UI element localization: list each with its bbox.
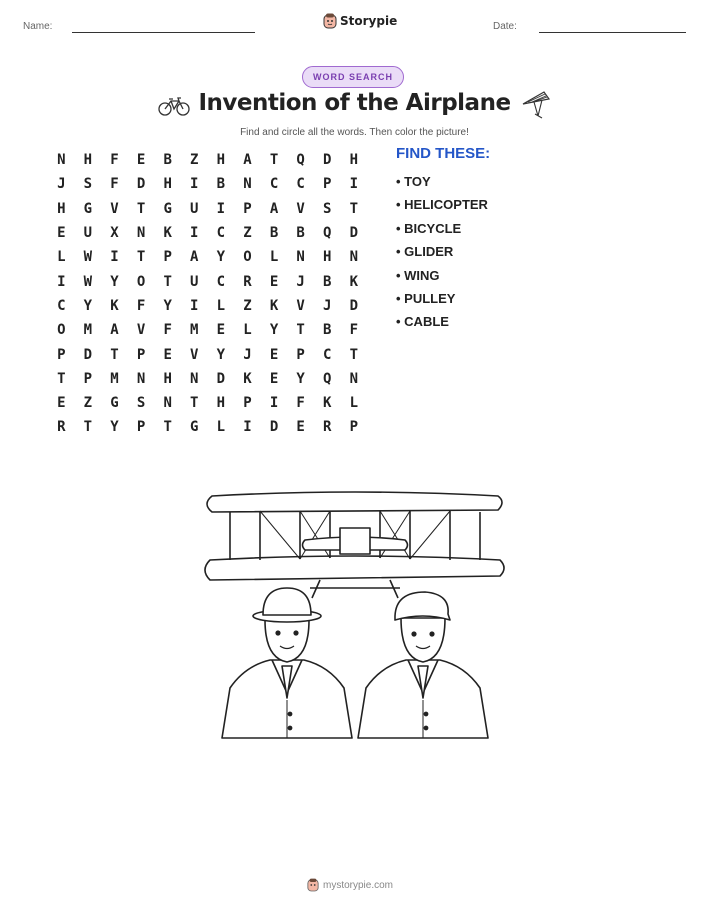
word-item: • CABLE xyxy=(396,314,449,330)
grid-letter[interactable]: T xyxy=(163,273,172,290)
grid-letter[interactable]: F xyxy=(110,176,119,193)
grid-letter[interactable]: E xyxy=(269,346,279,363)
grid-letter[interactable]: N xyxy=(349,370,359,387)
grid-letter[interactable]: O xyxy=(243,249,252,266)
grid-letter[interactable]: W xyxy=(83,249,93,266)
grid-letter[interactable]: Z xyxy=(243,225,252,242)
grid-letter[interactable]: C xyxy=(269,176,279,193)
grid-letter[interactable]: P xyxy=(136,419,146,436)
storypie-logo-icon xyxy=(323,13,337,29)
grid-letter[interactable]: P xyxy=(136,346,146,363)
grid-letter[interactable]: L xyxy=(216,297,226,314)
grid-row xyxy=(48,342,367,366)
footer xyxy=(307,878,393,892)
letter-grid xyxy=(48,148,367,440)
grid-letter[interactable]: O xyxy=(136,273,146,290)
grid-letter[interactable]: T xyxy=(163,419,172,436)
grid-letter[interactable]: Y xyxy=(163,297,172,314)
grid-row xyxy=(48,245,367,269)
grid-letter[interactable]: T xyxy=(349,346,359,363)
grid-letter[interactable]: P xyxy=(83,370,93,387)
grid-letter[interactable]: I xyxy=(216,200,226,217)
grid-row xyxy=(48,269,367,293)
grid-letter[interactable]: H xyxy=(216,395,226,412)
word-search-badge: WORD SEARCH xyxy=(302,66,404,88)
grid-letter[interactable]: G xyxy=(190,419,199,436)
name-field[interactable] xyxy=(72,32,255,33)
brand xyxy=(323,13,397,29)
grid-letter[interactable]: T xyxy=(269,152,279,169)
grid-letter[interactable]: E xyxy=(216,322,226,339)
grid-letter[interactable]: Z xyxy=(190,152,199,169)
grid-letter[interactable]: F xyxy=(296,395,305,412)
word-item: • BICYCLE xyxy=(396,220,462,236)
grid-letter[interactable]: Y xyxy=(83,297,93,314)
grid-letter[interactable]: T xyxy=(296,322,305,339)
grid-letter[interactable]: K xyxy=(269,297,279,314)
grid-letter[interactable]: Z xyxy=(243,297,252,314)
grid-letter[interactable]: A xyxy=(190,249,199,266)
grid-letter[interactable]: P xyxy=(57,346,66,363)
word-item: • GLIDER xyxy=(396,244,454,260)
grid-letter[interactable]: S xyxy=(83,176,93,193)
grid-letter[interactable]: G xyxy=(110,395,119,412)
grid-letter[interactable]: J xyxy=(296,273,305,290)
grid-letter[interactable]: D xyxy=(269,419,279,436)
grid-letter[interactable]: J xyxy=(323,297,332,314)
grid-letter[interactable]: V xyxy=(296,200,305,217)
grid-letter[interactable]: T xyxy=(110,346,119,363)
grid-letter[interactable]: U xyxy=(83,225,93,242)
hang-glider-icon xyxy=(520,90,552,122)
grid-letter[interactable]: D xyxy=(349,225,359,242)
footer-url[interactable]: mystorypie.com xyxy=(323,879,394,891)
grid-letter[interactable]: J xyxy=(57,176,66,193)
grid-letter[interactable]: D xyxy=(323,152,332,169)
storypie-logo-icon xyxy=(307,878,319,892)
grid-letter[interactable]: N xyxy=(136,225,146,242)
grid-letter[interactable]: M xyxy=(83,322,93,339)
grid-letter[interactable]: P xyxy=(163,249,172,266)
grid-letter[interactable]: F xyxy=(136,297,146,314)
page-title: Invention of the Airplane xyxy=(198,90,511,116)
grid-letter[interactable]: Y xyxy=(296,370,305,387)
grid-letter[interactable]: T xyxy=(57,370,66,387)
grid-letter[interactable]: D xyxy=(349,297,359,314)
grid-letter[interactable]: F xyxy=(163,322,172,339)
grid-letter[interactable]: C xyxy=(296,176,305,193)
grid-letter[interactable]: Z xyxy=(83,395,93,412)
grid-letter[interactable]: P xyxy=(243,200,252,217)
grid-letter[interactable]: N xyxy=(243,176,252,193)
grid-letter[interactable]: T xyxy=(349,200,359,217)
grid-letter[interactable]: N xyxy=(163,395,172,412)
grid-letter[interactable]: I xyxy=(190,225,199,242)
grid-letter[interactable]: C xyxy=(323,346,332,363)
grid-letter[interactable]: T xyxy=(136,249,146,266)
grid-letter[interactable]: N xyxy=(296,249,305,266)
grid-letter[interactable]: K xyxy=(163,225,172,242)
grid-letter[interactable]: K xyxy=(349,273,359,290)
instructions: Find and circle all the words. Then color the picture! xyxy=(240,127,469,138)
grid-letter[interactable]: I xyxy=(190,297,199,314)
grid-letter[interactable]: Y xyxy=(216,249,226,266)
grid-letter[interactable]: H xyxy=(349,152,359,169)
grid-letter[interactable]: E xyxy=(57,225,66,242)
grid-letter[interactable]: W xyxy=(83,273,93,290)
grid-letter[interactable]: H xyxy=(163,370,172,387)
grid-letter[interactable]: L xyxy=(349,395,359,412)
grid-letter[interactable]: H xyxy=(323,249,332,266)
grid-letter[interactable]: Q xyxy=(323,225,332,242)
word-item: • WING xyxy=(396,267,440,283)
grid-letter[interactable]: V xyxy=(110,200,119,217)
grid-letter[interactable]: R xyxy=(323,419,332,436)
grid-letter[interactable]: V xyxy=(296,297,305,314)
grid-row xyxy=(48,221,367,245)
grid-letter[interactable]: N xyxy=(190,370,199,387)
grid-letter[interactable]: F xyxy=(349,322,359,339)
grid-letter[interactable]: E xyxy=(296,419,305,436)
grid-letter[interactable]: D xyxy=(216,370,226,387)
grid-letter[interactable]: T xyxy=(136,200,146,217)
grid-row xyxy=(48,148,367,172)
grid-letter[interactable]: N xyxy=(349,249,359,266)
grid-letter[interactable]: K xyxy=(323,395,332,412)
grid-letter[interactable]: H xyxy=(216,152,226,169)
grid-letter[interactable]: T xyxy=(83,419,93,436)
grid-letter[interactable]: Y xyxy=(269,322,279,339)
grid-letter[interactable]: Q xyxy=(296,152,305,169)
grid-row xyxy=(48,367,367,391)
grid-letter[interactable]: B xyxy=(323,273,332,290)
grid-letter[interactable]: L xyxy=(57,249,66,266)
grid-letter[interactable]: A xyxy=(110,322,119,339)
grid-letter[interactable]: S xyxy=(136,395,146,412)
grid-row xyxy=(48,197,367,221)
grid-letter[interactable]: E xyxy=(136,152,146,169)
find-these-heading: FIND THESE: xyxy=(396,145,491,162)
grid-letter[interactable]: I xyxy=(243,419,252,436)
word-item: • PULLEY xyxy=(396,290,456,306)
grid-letter[interactable]: L xyxy=(216,419,226,436)
grid-letter[interactable]: B xyxy=(323,322,332,339)
grid-letter[interactable]: R xyxy=(243,273,252,290)
grid-letter[interactable]: V xyxy=(136,322,146,339)
grid-row xyxy=(48,172,367,196)
grid-letter[interactable]: U xyxy=(190,273,199,290)
grid-letter[interactable]: C xyxy=(57,297,66,314)
grid-letter[interactable]: H xyxy=(83,152,93,169)
grid-row xyxy=(48,294,367,318)
grid-letter[interactable]: R xyxy=(57,419,66,436)
grid-row xyxy=(48,415,367,439)
grid-letter[interactable]: N xyxy=(57,152,66,169)
grid-letter[interactable]: N xyxy=(136,370,146,387)
grid-letter[interactable]: B xyxy=(296,225,305,242)
grid-letter[interactable]: E xyxy=(163,346,172,363)
grid-letter[interactable]: O xyxy=(57,322,66,339)
word-item: • TOY xyxy=(396,174,431,189)
grid-letter[interactable]: Y xyxy=(110,273,119,290)
grid-letter[interactable]: G xyxy=(83,200,93,217)
grid-letter[interactable]: L xyxy=(243,322,252,339)
word-item: • HELICOPTER xyxy=(396,197,488,213)
grid-letter[interactable]: L xyxy=(269,249,279,266)
grid-letter[interactable]: X xyxy=(110,225,119,242)
grid-letter[interactable]: G xyxy=(163,200,172,217)
brand-name: Storypie xyxy=(340,14,398,28)
grid-letter[interactable]: I xyxy=(349,176,359,193)
grid-letter[interactable]: A xyxy=(269,200,279,217)
grid-letter[interactable]: D xyxy=(136,176,146,193)
grid-letter[interactable]: E xyxy=(269,370,279,387)
grid-row xyxy=(48,318,367,342)
name-label: Name: xyxy=(23,21,53,32)
grid-row xyxy=(48,391,367,415)
grid-letter[interactable]: Y xyxy=(216,346,226,363)
grid-letter[interactable]: F xyxy=(110,152,119,169)
grid-letter[interactable]: E xyxy=(57,395,66,412)
wright-brothers-illustration xyxy=(200,488,510,743)
grid-letter[interactable]: H xyxy=(57,200,66,217)
grid-letter[interactable]: M xyxy=(190,322,199,339)
grid-letter[interactable]: P xyxy=(243,395,252,412)
grid-letter[interactable]: P xyxy=(296,346,305,363)
grid-letter[interactable]: Q xyxy=(323,370,332,387)
grid-letter[interactable]: E xyxy=(269,273,279,290)
grid-letter[interactable]: I xyxy=(190,176,199,193)
grid-letter[interactable]: C xyxy=(216,225,226,242)
grid-letter[interactable]: J xyxy=(243,346,252,363)
grid-letter[interactable]: U xyxy=(190,200,199,217)
grid-letter[interactable]: I xyxy=(269,395,279,412)
grid-letter[interactable]: M xyxy=(110,370,119,387)
grid-letter[interactable]: T xyxy=(190,395,199,412)
word-list xyxy=(396,170,488,334)
grid-letter[interactable]: B xyxy=(216,176,226,193)
date-label: Date: xyxy=(493,21,517,32)
grid-letter[interactable]: B xyxy=(269,225,279,242)
grid-letter[interactable]: V xyxy=(190,346,199,363)
grid-letter[interactable]: I xyxy=(57,273,66,290)
grid-letter[interactable]: C xyxy=(216,273,226,290)
grid-letter[interactable]: P xyxy=(323,176,332,193)
grid-letter[interactable]: S xyxy=(323,200,332,217)
grid-letter[interactable]: P xyxy=(349,419,359,436)
grid-letter[interactable]: B xyxy=(163,152,172,169)
grid-letter[interactable]: H xyxy=(163,176,172,193)
grid-letter[interactable]: A xyxy=(243,152,252,169)
date-field[interactable] xyxy=(539,32,686,33)
grid-letter[interactable]: K xyxy=(110,297,119,314)
grid-letter[interactable]: Y xyxy=(110,419,119,436)
grid-letter[interactable]: I xyxy=(110,249,119,266)
grid-letter[interactable]: K xyxy=(243,370,252,387)
grid-letter[interactable]: D xyxy=(83,346,93,363)
